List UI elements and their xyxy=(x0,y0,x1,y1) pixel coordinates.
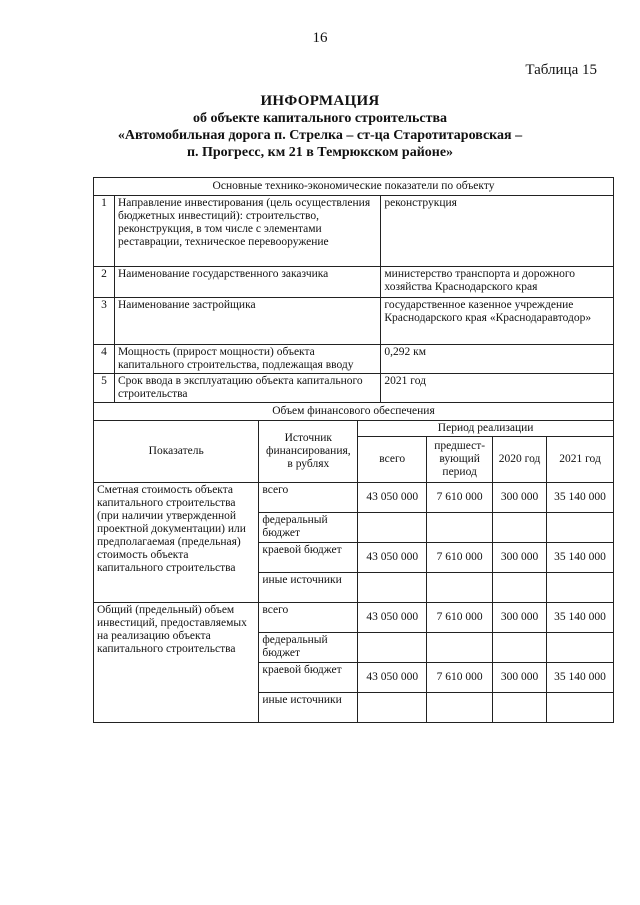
indicator-row xyxy=(94,196,614,267)
col-2020-header: 2020 год xyxy=(493,437,547,483)
prior-cell xyxy=(427,693,493,723)
source-cell: федеральный бюджет xyxy=(259,513,358,543)
col-period-header: Период реализации xyxy=(358,421,614,437)
table-label: Таблица 15 xyxy=(525,62,597,78)
indicator-value: реконструкция xyxy=(381,196,614,267)
indicator-num: 2 xyxy=(94,267,115,298)
total-cell xyxy=(358,693,427,723)
indicators-header: Основные технико-экономические показатели по объекту xyxy=(94,178,614,196)
indicator-num: 3 xyxy=(94,298,115,345)
col-source-header: Источник финансирования, в рублях xyxy=(259,421,358,483)
indicator-num: 4 xyxy=(94,345,115,374)
indicator-row xyxy=(94,345,614,374)
y2020-cell xyxy=(493,633,547,663)
col-prior-header: предшест-вующий период xyxy=(427,437,493,483)
y2021-cell xyxy=(547,573,614,603)
total-cell: 43 050 000 xyxy=(358,603,427,633)
source-cell: федеральный бюджет xyxy=(259,633,358,663)
finance-table xyxy=(93,402,614,723)
source-cell: всего xyxy=(259,603,358,633)
indicator-value: министерство транспорта и дорожного хозяйства Краснодарского края xyxy=(381,267,614,298)
y2020-cell xyxy=(493,693,547,723)
prior-cell: 7 610 000 xyxy=(427,483,493,513)
title-line-2: об объекте капитального строительства xyxy=(192,111,448,126)
table-row xyxy=(94,483,614,513)
page-number: 16 xyxy=(312,30,328,46)
y2020-cell: 300 000 xyxy=(493,483,547,513)
indicator-label: Наименование государственного заказчика xyxy=(114,267,380,298)
total-cell xyxy=(358,633,427,663)
indicator-label: Срок ввода в эксплуатацию объекта капитального строительства xyxy=(114,374,380,403)
y2020-cell xyxy=(493,573,547,603)
total-cell xyxy=(358,573,427,603)
y2021-cell: 35 140 000 xyxy=(547,483,614,513)
y2020-cell xyxy=(493,513,547,543)
col-2021-header: 2021 год xyxy=(547,437,614,483)
source-cell: иные источники xyxy=(259,693,358,723)
indicator-num: 1 xyxy=(94,196,115,267)
prior-cell: 7 610 000 xyxy=(427,543,493,573)
y2021-cell: 35 140 000 xyxy=(547,603,614,633)
prior-cell: 7 610 000 xyxy=(427,663,493,693)
y2021-cell xyxy=(547,513,614,543)
title-line-4: п. Прогресс, км 21 в Темрюкском районе» xyxy=(186,145,454,160)
prior-cell xyxy=(427,573,493,603)
indicator-row xyxy=(94,267,614,298)
col-indicator-header: Показатель xyxy=(94,421,259,483)
y2021-cell xyxy=(547,693,614,723)
indicator-row xyxy=(94,374,614,403)
source-cell: иные источники xyxy=(259,573,358,603)
indicator-value: государственное казенное учреждение Краснодарского края «Краснодаравтодор» xyxy=(381,298,614,345)
group-label: Общий (предельный) объем инвестиций, предоставляемых на реализацию объекта капитального строительства xyxy=(94,603,259,723)
source-cell: краевой бюджет xyxy=(259,543,358,573)
document-title xyxy=(0,93,640,161)
total-cell xyxy=(358,513,427,543)
y2021-cell: 35 140 000 xyxy=(547,543,614,573)
group-label: Сметная стоимость объекта капитального строительства (при наличии утвержденной проектной документации) или предполагаемая (предельная) стоимость объекта капитального строительства xyxy=(94,483,259,603)
total-cell: 43 050 000 xyxy=(358,663,427,693)
y2020-cell: 300 000 xyxy=(493,543,547,573)
indicator-num: 5 xyxy=(94,374,115,403)
source-cell: всего xyxy=(259,483,358,513)
indicator-value: 0,292 км xyxy=(381,345,614,374)
total-cell: 43 050 000 xyxy=(358,543,427,573)
source-cell: краевой бюджет xyxy=(259,663,358,693)
title-line-1: ИНФОРМАЦИЯ xyxy=(260,93,380,109)
y2021-cell: 35 140 000 xyxy=(547,663,614,693)
prior-cell: 7 610 000 xyxy=(427,603,493,633)
title-line-3: «Автомобильная дорога п. Стрелка – ст-ца Старотитаровская – xyxy=(117,128,523,143)
indicator-label: Мощность (прирост мощности) объекта капитального строительства, подлежащая вводу xyxy=(114,345,380,374)
prior-cell xyxy=(427,513,493,543)
total-cell: 43 050 000 xyxy=(358,483,427,513)
col-total-header: всего xyxy=(358,437,427,483)
indicators-table xyxy=(93,177,614,403)
y2020-cell: 300 000 xyxy=(493,603,547,633)
indicator-row xyxy=(94,298,614,345)
indicator-value: 2021 год xyxy=(381,374,614,403)
prior-cell xyxy=(427,633,493,663)
table-row xyxy=(94,603,614,633)
indicator-label: Направление инвестирования (цель осуществления бюджетных инвестиций): строительство, реконструкция, в том числе с элементами реставрации, техническое перевооружение xyxy=(114,196,380,267)
y2020-cell: 300 000 xyxy=(493,663,547,693)
finance-header: Объем финансового обеспечения xyxy=(94,403,614,421)
y2021-cell xyxy=(547,633,614,663)
indicator-label: Наименование застройщика xyxy=(114,298,380,345)
